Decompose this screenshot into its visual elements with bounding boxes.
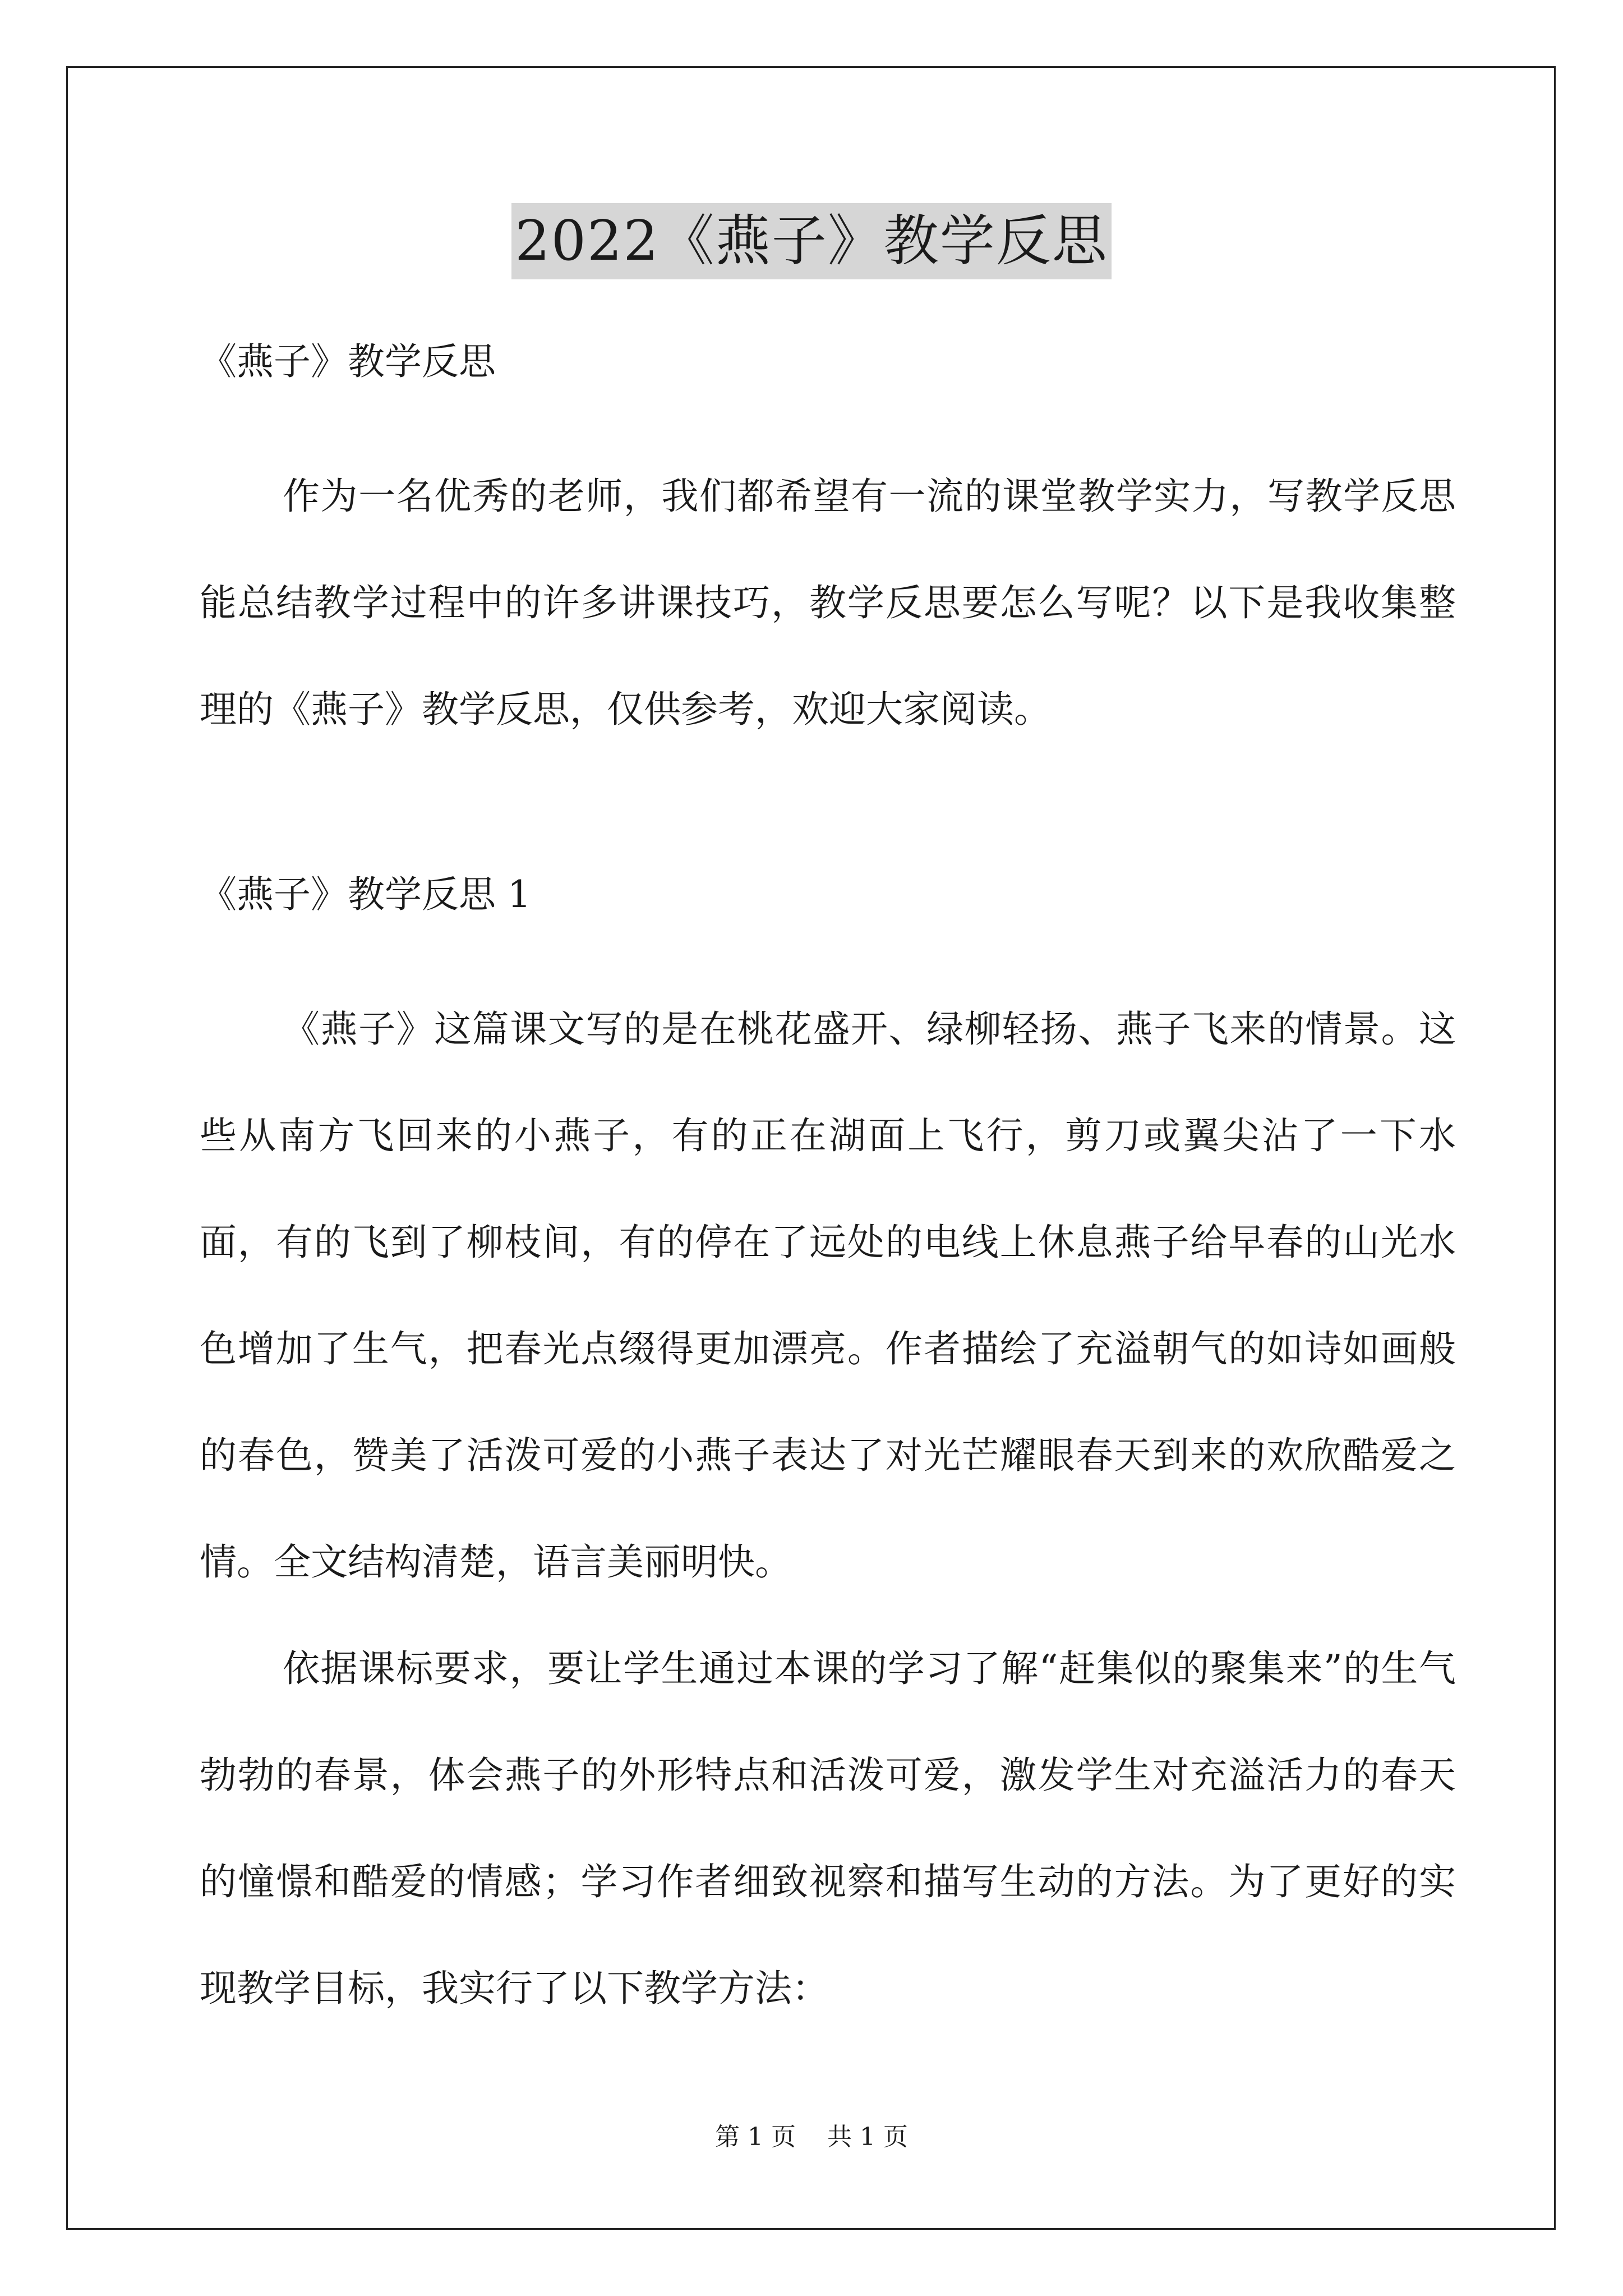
spacer	[200, 920, 1456, 976]
document-title: 2022《燕子》教学反思	[511, 203, 1111, 279]
spacer	[200, 387, 1456, 443]
title-container	[0, 203, 1623, 279]
intro-paragraph: 作为一名优秀的老师，我们都希望有一流的课堂教学实力，写教学反思能总结教学过程中的许多讲课技巧，教学反思要怎么写呢？以下是我收集整理的《燕子》教学反思，仅供参考，欢迎大家阅读。	[200, 475, 1456, 731]
document-body	[200, 337, 1456, 2042]
section-1-paragraph-1: 《燕子》这篇课文写的是在桃花盛开、绿柳轻扬、燕子飞来的情景。这些从南方飞回来的小燕子，有的正在湖面上飞行，剪刀或翼尖沾了一下水面，有的飞到了柳枝间，有的停在了远处的电线上休息燕子给早春的山光水色增加了生气，把春光点缀得更加漂亮。作者描绘了充溢朝气的如诗如画般的春色，赞美了活泼可爱的小燕子表达了对光芒耀眼春天到来的欢欣酷爱之情。全文结构清楚，语言美丽明快。	[200, 1007, 1456, 1584]
section-1-heading: 《燕子》教学反思 1	[200, 873, 531, 916]
section-spacer	[200, 763, 1456, 869]
intro-heading: 《燕子》教学反思	[200, 340, 496, 383]
section-1-paragraph-2: 依据课标要求，要让学生通过本课的学习了解“赶集似的聚集来”的生气勃勃的春景，体会燕子的外形特点和活泼可爱，激发学生对充溢活力的春天的憧憬和酷爱的情感；学习作者细致视察和描写生动的方法。为了更好的实现教学目标，我实行了以下教学方法：	[200, 1647, 1456, 2010]
page-footer: 第 1 页 共 1 页	[715, 2123, 908, 2151]
